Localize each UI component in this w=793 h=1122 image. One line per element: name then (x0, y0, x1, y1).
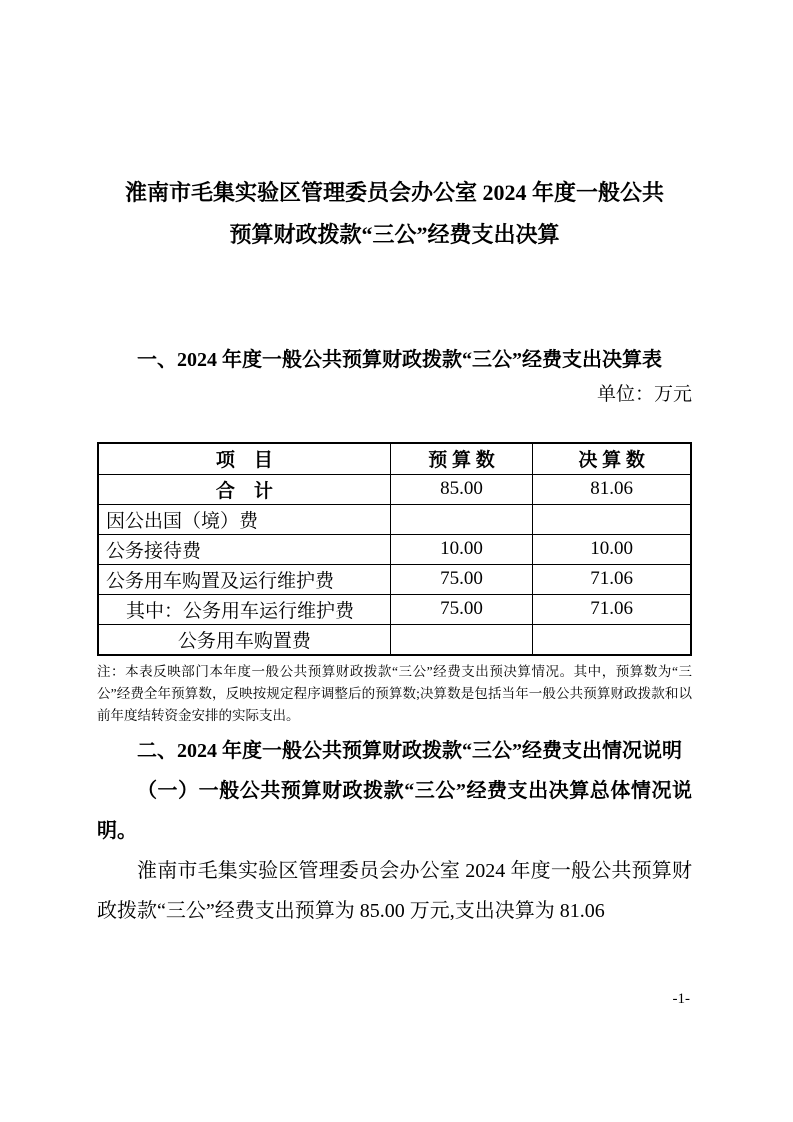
document-title-line-2: 预算财政拨款“三公”经费支出决算 (229, 222, 560, 247)
budget-cell (390, 504, 532, 534)
column-header-budget: 预 算 数 (390, 443, 532, 474)
table-row (98, 474, 691, 504)
document-title (97, 172, 692, 256)
final-cell (533, 504, 691, 534)
budget-cell: 10.00 (390, 534, 532, 564)
budget-cell: 85.00 (390, 474, 532, 504)
section-2-sub-heading: （一）一般公共预算财政拨款“三公”经费支出决算总体情况说明。 (97, 779, 692, 842)
table-row (98, 564, 691, 594)
item-cell: 公务用车购置及运行维护费 (98, 564, 390, 594)
final-cell (533, 624, 691, 655)
item-cell: 合 计 (98, 474, 390, 504)
final-cell: 81.06 (533, 474, 691, 504)
item-cell: 其中：公务用车运行维护费 (98, 594, 390, 624)
column-header-final: 决 算 数 (533, 443, 691, 474)
document-title-line-1: 淮南市毛集实验区管理委员会办公室 2024 年度一般公共 (124, 180, 664, 205)
item-cell: 公务用车购置费 (98, 624, 390, 655)
body-paragraph: 淮南市毛集实验区管理委员会办公室 2024 年度一般公共预算财政拨款“三公”经费支出预算为 85.00 万元,支出决算为 81.06 (97, 859, 692, 922)
table-note: 注：本表反映部门本年度一般公共预算财政拨款“三公”经费支出预决算情况。其中，预算数为“三公”经费全年预算数，反映按规定程序调整后的预算数;决算数是包括当年一般公共预算财政拨款和以前年度结转资金安排的实际支出。 (97, 663, 692, 723)
budget-table (97, 442, 692, 656)
table-row (98, 534, 691, 564)
table-unit-label: 单位：万元 (596, 384, 692, 405)
section-2-heading: 二、2024 年度一般公共预算财政拨款“三公”经费支出情况说明 (137, 739, 682, 762)
table-row (98, 594, 691, 624)
item-cell: 因公出国（境）费 (98, 504, 390, 534)
final-cell: 71.06 (533, 564, 691, 594)
budget-cell: 75.00 (390, 564, 532, 594)
column-header-item: 项 目 (98, 443, 390, 474)
item-cell: 公务接待费 (98, 534, 390, 564)
budget-cell: 75.00 (390, 594, 532, 624)
final-cell: 71.06 (533, 594, 691, 624)
budget-cell (390, 624, 532, 655)
page-number: -1- (672, 991, 690, 1007)
table-header-row (98, 443, 691, 474)
final-cell: 10.00 (533, 534, 691, 564)
table-row (98, 624, 691, 655)
section-1-heading: 一、2024 年度一般公共预算财政拨款“三公”经费支出决算表 (137, 349, 662, 371)
table-row (98, 504, 691, 534)
